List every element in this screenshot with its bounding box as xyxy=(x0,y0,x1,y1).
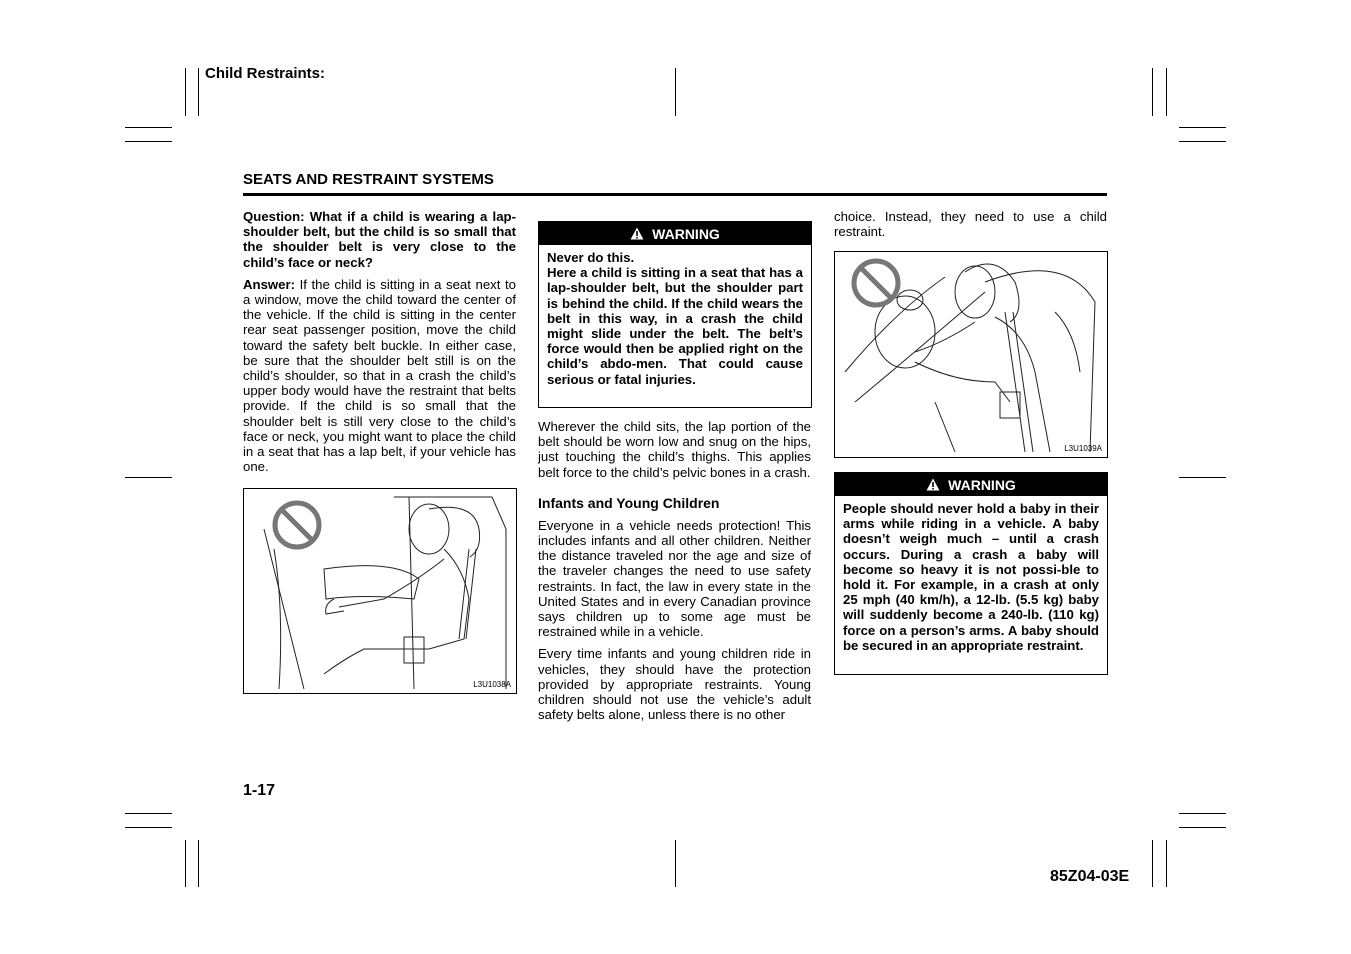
warning-triangle-icon xyxy=(926,478,940,491)
prohibited-icon xyxy=(854,261,898,305)
holding-baby-illustration xyxy=(835,252,1107,457)
answer-label: Answer: xyxy=(243,276,296,292)
column-1 xyxy=(243,209,516,481)
figure-holding-baby xyxy=(834,251,1108,458)
infants-paragraph: Everyone in a vehicle needs protection! This includes infants and all other children. Neither the distance traveled nor the age and size of the traveler changes the need to use safety restraints. In fact, the law in every state in the United States and in every Canadian province says children up to some age must be restrained while in a vehicle. xyxy=(538,517,811,640)
page-number: 1-17 xyxy=(243,782,276,799)
warning-line-1: Never do this. xyxy=(547,250,635,265)
answer-paragraph xyxy=(243,277,516,475)
warning-body xyxy=(539,245,811,393)
warning-title: WARNING xyxy=(948,476,1016,493)
prohibited-icon xyxy=(275,503,319,547)
section-rule xyxy=(243,193,1107,196)
warning-header xyxy=(539,222,811,245)
warning-box-child xyxy=(538,221,812,408)
lap-belt-paragraph: Wherever the child sits, the lap portion of the belt should be worn low and snug on the hips, just touching the child’s thighs. This applies belt force to the child’s pelvic bones in a crash. xyxy=(538,419,811,480)
warning-text: Here a child is sitting in a seat that has a lap-shoulder belt, but the shoulder part is behind the child. If the child wears the belt in this way, in a crash the child might slide under the belt. The belt’s force would then be applied right on the child’s abdo-men. That could cause serious or fatal injuries. xyxy=(547,265,803,387)
figure-code: L3U1039A xyxy=(1064,444,1102,453)
warning-triangle-icon xyxy=(630,227,644,240)
child-belt-illustration xyxy=(244,489,516,693)
restraints-paragraph: Every time infants and young children ride in vehicles, they should have the protection provided by appropriate restraints. Young children should not use the vehicle’s adult safety belts alone, unless there is no other xyxy=(538,646,811,723)
choice-paragraph: choice. Instead, they need to use a child restraint. xyxy=(834,209,1107,240)
figure-child-belt-behind xyxy=(243,488,517,694)
figure-code: L3U1038A xyxy=(473,680,511,689)
document-code: 85Z04-03E xyxy=(1050,868,1130,885)
chapter-header: Child Restraints: xyxy=(205,65,326,82)
warning-text: People should never hold a baby in their arms while riding in a vehicle. A baby doesn’t weigh much – until a crash occurs. During a crash a baby will become so heavy it is not possi-ble to hold it. For example, in a crash at only 25 mph (40 km/h), a 12-lb. (5.5 kg) baby will suddenly become a 240-lb. (110 kg) force on a person’s arms. A baby should be secured in an appropriate restraint. xyxy=(843,501,1099,653)
warning-body xyxy=(835,496,1107,659)
section-title: SEATS AND RESTRAINT SYSTEMS xyxy=(243,171,494,188)
question-text: Question: What if a child is wearing a lap-shoulder belt, but the child is so small that the shoulder belt is very close to the child’s face or neck? xyxy=(243,209,516,270)
warning-title: WARNING xyxy=(652,225,720,242)
subheading-infants: Infants and Young Children xyxy=(538,494,720,511)
column-3 xyxy=(834,209,1107,246)
warning-header xyxy=(835,473,1107,496)
column-2 xyxy=(538,419,811,729)
answer-text: If the child is sitting in a seat next to a window, move the child toward the center of the vehicle. If the child is sitting in the center rear seat passenger position, move the child toward the safety belt buckle. In either case, be sure that the shoulder belt still is on the child’s shoulder, so that in a crash the child’s upper body would have the restraint that belts provide. If the child is so small that the shoulder belt is still very close to the child’s face or neck, you might want to place the child in a seat that has a lap belt, if your vehicle has one. xyxy=(243,276,516,475)
warning-box-baby xyxy=(834,472,1108,675)
